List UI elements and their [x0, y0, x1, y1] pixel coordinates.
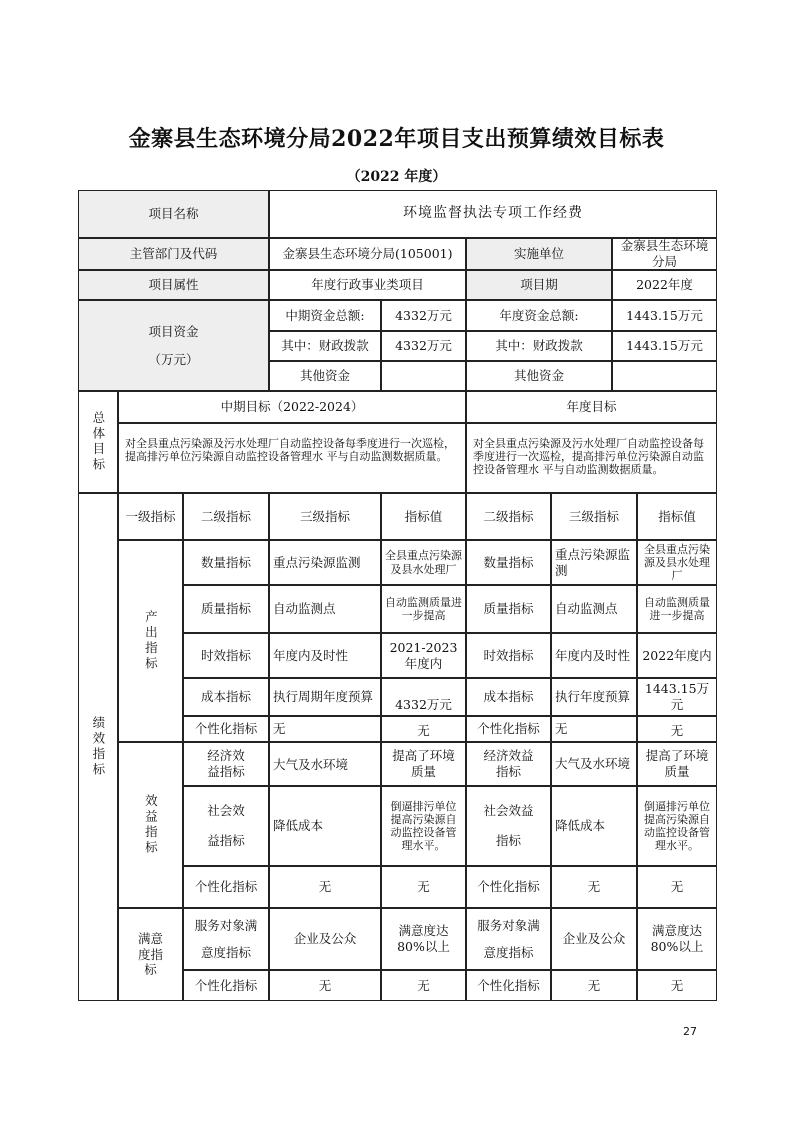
period-value: 2022年度: [612, 270, 717, 300]
impl-unit-label: 实施单位: [466, 238, 612, 270]
mid-total-value: 4332万元: [381, 300, 466, 331]
page-title: 金寨县生态环境分局2022年项目支出预算绩效目标表: [128, 126, 665, 152]
row8-value-mid: 满意度达80%以上: [381, 908, 466, 970]
row2-level3-year: 年度内及时性: [551, 633, 637, 678]
header-level3-mid: 三级指标: [269, 493, 381, 540]
row0-level2-year: 数量指标: [466, 540, 551, 585]
row7-level3-year: 无: [551, 866, 637, 908]
row8-level3-mid: 企业及公众: [269, 908, 381, 970]
row9-value-year: 无: [637, 970, 717, 1001]
row3-level3-mid: 执行周期年度预算: [269, 678, 381, 716]
row3-level3-year: 执行年度预算: [551, 678, 637, 716]
impl-unit-value: 金寨县生态环境分局: [612, 238, 717, 270]
row9-value-mid: 无: [381, 970, 466, 1001]
row2-value-year: 2022年度内: [637, 633, 717, 678]
mid-goal-text: 对全县重点污染源及污水处理厂自动监控设备每季度进行一次巡检，提高排污单位污染源自动监控设备管理水 平与自动监测数据质量。: [118, 423, 466, 493]
row0-value-mid: 全县重点污染源及县水处理厂: [381, 540, 466, 585]
row4-level3-year: 无: [551, 716, 637, 742]
row1-level3-mid: 自动监测点: [269, 585, 381, 633]
row2-value-mid: 2021-2023年度内: [381, 633, 466, 678]
row1-level2-mid: 质量指标: [183, 585, 269, 633]
mid-fiscal-value: 4332万元: [381, 331, 466, 361]
mid-fiscal-label: 其中：财政拨款: [269, 331, 381, 361]
funds-unit: （万元）: [148, 351, 199, 367]
row6-value-year: 倒逼排污单位提高污染源自动监控设备管理水平。: [637, 786, 717, 866]
year-other-label: 其他资金: [466, 361, 612, 391]
row7-level2-year: 个性化指标: [466, 866, 551, 908]
project-name-value: 环境监督执法专项工作经费: [269, 190, 717, 238]
row5-value-year: 提高了环境质量: [637, 742, 717, 786]
row7-value-year: 无: [637, 866, 717, 908]
row6-level2-mid: 社会效益指标: [183, 786, 269, 866]
row9-level3-year: 无: [551, 970, 637, 1001]
year-fiscal-label: 其中：财政拨款: [466, 331, 612, 361]
row4-value-mid: 无: [381, 716, 466, 742]
row7-level3-mid: 无: [269, 866, 381, 908]
row3-value-year: 1443.15万元: [637, 678, 717, 716]
mid-other-label: 其他资金: [269, 361, 381, 391]
row0-level3-year: 重点污染源监测: [551, 540, 637, 585]
row1-value-mid: 自动监测质量进一步提高: [381, 585, 466, 633]
row8-level2-year: 服务对象满意度指标: [466, 908, 551, 970]
mid-total-label: 中期资金总额:: [269, 300, 381, 331]
row2-level2-year: 时效指标: [466, 633, 551, 678]
row4-level2-mid: 个性化指标: [183, 716, 269, 742]
row8-value-year: 满意度达80%以上: [637, 908, 717, 970]
row4-level2-year: 个性化指标: [466, 716, 551, 742]
header-value-year: 指标值: [637, 493, 717, 540]
row1-value-year: 自动监测质量进一步提高: [637, 585, 717, 633]
row4-value-year: 无: [637, 716, 717, 742]
effect-indicator-label: 效益指标: [118, 742, 183, 908]
dept-label: 主管部门及代码: [78, 238, 269, 270]
row0-level2-mid: 数量指标: [183, 540, 269, 585]
page-subtitle: （2022 年度）: [346, 169, 447, 185]
year-goal-header: 年度目标: [466, 391, 717, 423]
funds-label: 项目资金: [148, 323, 199, 339]
row9-level2-year: 个性化指标: [466, 970, 551, 1001]
row3-level2-year: 成本指标: [466, 678, 551, 716]
row6-level3-mid: 降低成本: [269, 786, 381, 866]
row6-value-mid: 倒逼排污单位提高污染源自动监控设备管理水平。: [381, 786, 466, 866]
row0-value-year: 全县重点污染源及县水处理厂: [637, 540, 717, 585]
header-level2-mid: 二级指标: [183, 493, 269, 540]
output-indicator-label: 产出指标: [118, 540, 183, 742]
header-level3-year: 三级指标: [551, 493, 637, 540]
perf-indicator-label: 绩效指标: [78, 493, 118, 1001]
row3-level2-mid: 成本指标: [183, 678, 269, 716]
satisfaction-indicator-label: 满意度指标: [118, 908, 183, 1001]
row5-level2-year: 经济效益指标: [466, 742, 551, 786]
project-name-label: 项目名称: [78, 190, 269, 238]
attr-value: 年度行政事业类项目: [269, 270, 466, 300]
row1-level2-year: 质量指标: [466, 585, 551, 633]
mid-goal-header: 中期目标（2022-2024）: [118, 391, 466, 423]
row2-level3-mid: 年度内及时性: [269, 633, 381, 678]
row6-level3-year: 降低成本: [551, 786, 637, 866]
row5-level2-mid: 经济效益指标: [183, 742, 269, 786]
year-goal-text: 对全县重点污染源及污水处理厂自动监控设备每季度进行一次巡检，提高排污单位污染源自动监控设备管理水 平与自动监测数据质量。: [466, 423, 717, 493]
overall-goal-label: 总体目标: [78, 391, 118, 493]
row0-level3-mid: 重点污染源监测: [269, 540, 381, 585]
row5-value-mid: 提高了环境质量: [381, 742, 466, 786]
funds-label-block: [78, 300, 269, 391]
dept-value: 金寨县生态环境分局(105001): [269, 238, 466, 270]
row8-level2-mid: 服务对象满意度指标: [183, 908, 269, 970]
row5-level3-mid: 大气及水环境: [269, 742, 381, 786]
mid-other-value: [381, 361, 466, 391]
page-number: 27: [683, 1025, 697, 1038]
period-label: 项目期: [466, 270, 612, 300]
header-value-mid: 指标值: [381, 493, 466, 540]
row5-level3-year: 大气及水环境: [551, 742, 637, 786]
row7-level2-mid: 个性化指标: [183, 866, 269, 908]
year-total-label: 年度资金总额:: [466, 300, 612, 331]
year-total-value: 1443.15万元: [612, 300, 717, 331]
year-fiscal-value: 1443.15万元: [612, 331, 717, 361]
row6-level2-year: 社会效益指标: [466, 786, 551, 866]
row1-level3-year: 自动监测点: [551, 585, 637, 633]
header-level1: 一级指标: [118, 493, 183, 540]
row9-level3-mid: 无: [269, 970, 381, 1001]
row9-level2-mid: 个性化指标: [183, 970, 269, 1001]
row8-level3-year: 企业及公众: [551, 908, 637, 970]
row3-value-mid: 4332万元: [381, 678, 466, 716]
row7-value-mid: 无: [381, 866, 466, 908]
row4-level3-mid: 无: [269, 716, 381, 742]
row2-level2-mid: 时效指标: [183, 633, 269, 678]
attr-label: 项目属性: [78, 270, 269, 300]
year-other-value: [612, 361, 717, 391]
header-level2-year: 二级指标: [466, 493, 551, 540]
